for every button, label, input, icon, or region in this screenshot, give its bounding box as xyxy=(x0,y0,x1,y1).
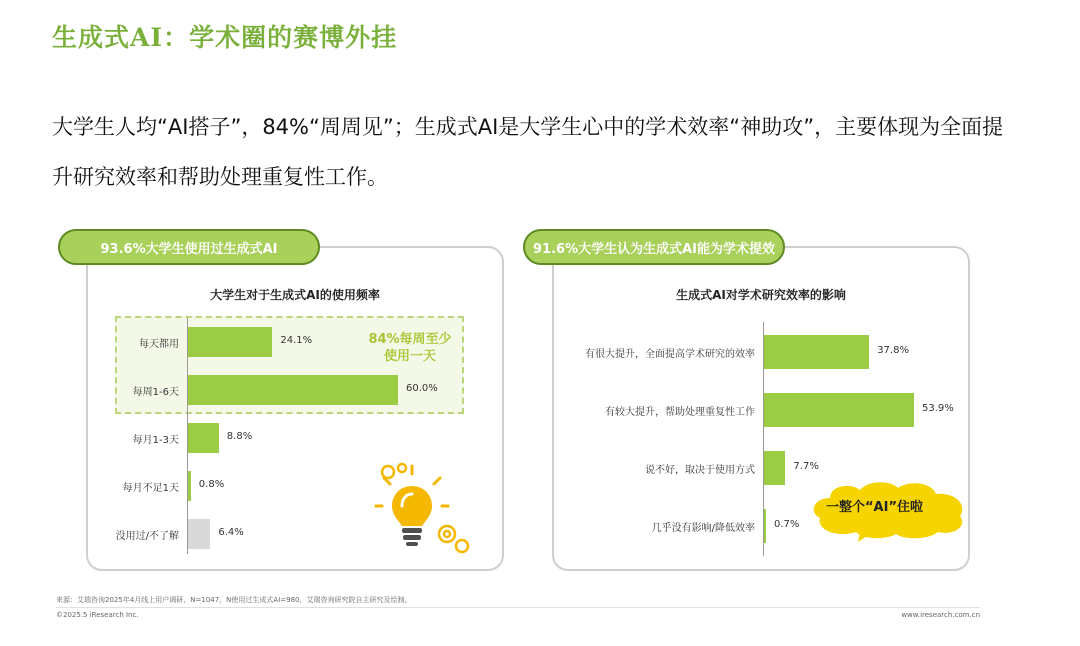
bar-0 xyxy=(764,335,869,369)
category-label: 说不好，取决于使用方式 xyxy=(645,465,755,476)
bar-1 xyxy=(764,393,914,427)
website-url: www.iresearch.com.cn xyxy=(901,611,980,619)
bubble-text: 一整个“AI”住啦 xyxy=(826,500,923,515)
value-label: 7.7% xyxy=(793,461,819,472)
bar-3 xyxy=(764,509,766,543)
bar-2 xyxy=(764,451,785,485)
right-chart-title: 生成式AI对学术研究效率的影响 xyxy=(676,288,846,302)
value-label: 37.8% xyxy=(877,345,909,356)
left-chart-title: 大学生对于生成式AI的使用频率 xyxy=(210,288,380,302)
value-label: 0.7% xyxy=(773,519,800,530)
source-note: 来源：艾瑞咨询2025年4月线上用户调研，N=1047，N使用过生成式AI=980，艾瑞咨询研究院自主研究及绘制。 xyxy=(56,596,412,604)
copyright: ©2025.5 iResearch Inc. xyxy=(56,611,139,619)
left-panel-tab: 93.6%大学生使用过生成式AI xyxy=(58,229,320,265)
value-label: 0.8% xyxy=(198,479,225,490)
lightbulb-icon xyxy=(374,462,474,560)
bar-0 xyxy=(188,327,272,357)
value-label: 6.4% xyxy=(218,527,244,538)
category-label: 有较大提升，帮助处理重复性工作 xyxy=(605,407,755,418)
category-label: 每天都用 xyxy=(139,339,179,350)
bar-1 xyxy=(188,375,398,405)
value-label: 60.0% xyxy=(406,383,438,394)
page-title: 生成式AI：学术圈的赛博外挂 xyxy=(52,23,398,52)
page-subtitle: 大学生人均“AI搭子”，84%“周周见”；生成式AI是大学生心中的学术效率“神助攻”，主要体现为全面提升研究效率和帮助处理重复性工作。 xyxy=(52,115,1004,189)
category-label: 每月不足1天 xyxy=(122,483,179,494)
category-label: 每月1-3天 xyxy=(132,435,179,446)
category-label: 有很大提升，全面提高学术研究的效率 xyxy=(585,349,755,360)
bar-2 xyxy=(188,423,219,453)
weekly-callout: 84%每周至少使用一天 xyxy=(368,332,452,364)
bar-4 xyxy=(188,519,210,549)
value-label: 24.1% xyxy=(280,335,313,346)
value-label: 8.8% xyxy=(226,431,253,442)
category-label: 每周1-6天 xyxy=(132,387,179,398)
category-label: 没用过/不了解 xyxy=(115,531,179,542)
footer-divider xyxy=(56,607,980,608)
category-label: 几乎没有影响/降低效率 xyxy=(651,523,755,534)
right-panel-tab: 91.6%大学生认为生成式AI能为学术提效 xyxy=(523,229,785,265)
value-label: 53.9% xyxy=(922,403,954,414)
bar-3 xyxy=(188,471,191,501)
